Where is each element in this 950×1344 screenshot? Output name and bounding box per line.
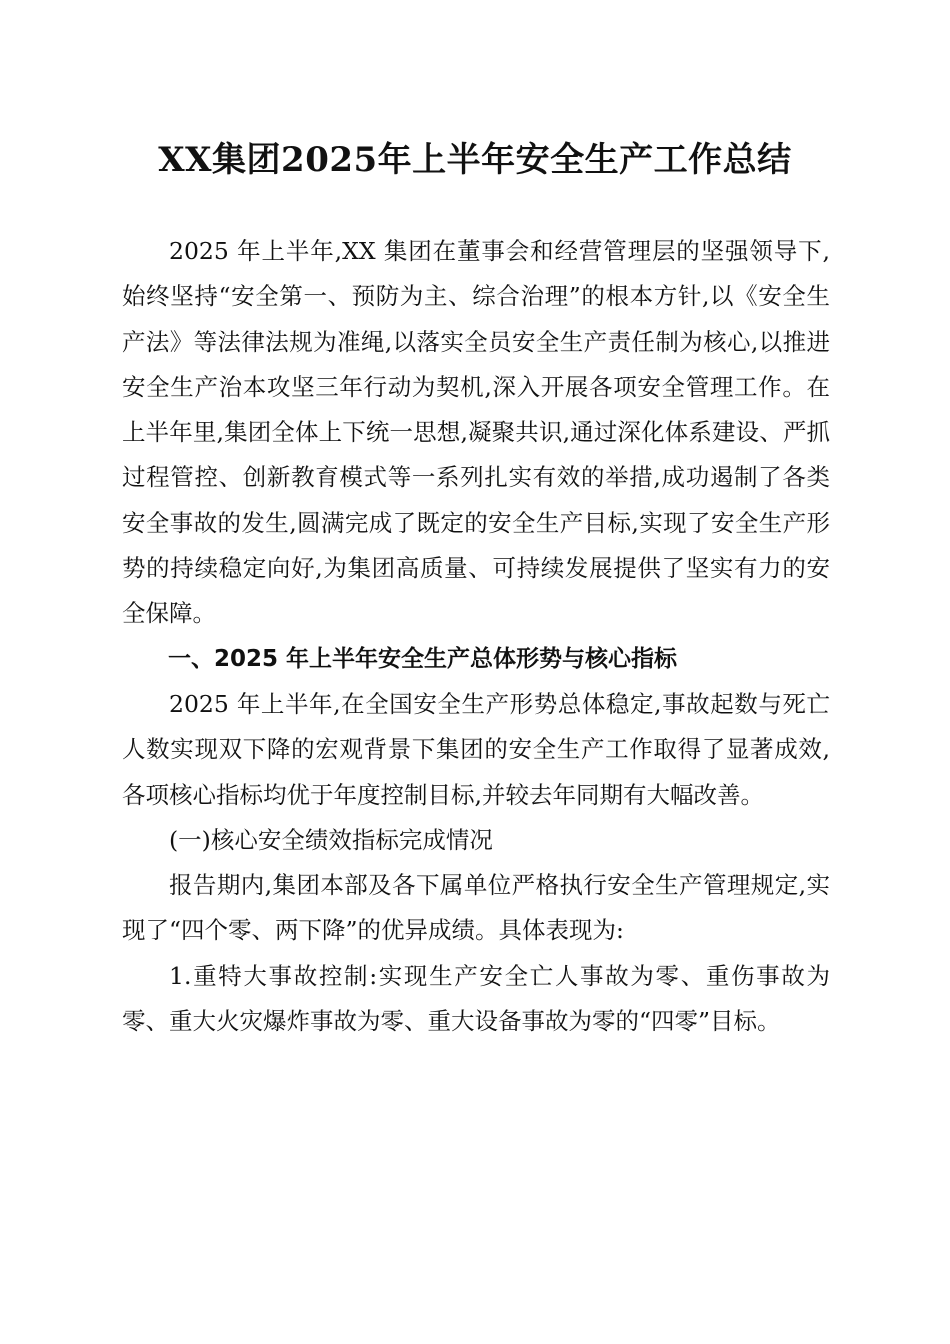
subsection-1-paragraph: 报告期内,集团本部及各下属单位严格执行安全生产管理规定,实现了“四个零、两下降”的优异成绩。具体表现为: (122, 871, 830, 945)
section-heading-1: 一、2025 年上半年安全生产总体形势与核心指标 (168, 645, 678, 672)
intro-paragraph: 2025 年上半年,XX 集团在董事会和经营管理层的坚强领导下,始终坚持“安全第一、预防为主、综合治理”的根本方针,以《安全生产法》等法律法规为准绳,以落实全员安全生产责任制为核心,以推进安全生产治本攻坚三年行动为契机,深入开展各项安全管理工作。在上半年里,集团全体上下统一思想,凝聚共识,通过深化体系建设、严抓过程管控、创新教育模式等一系列扎实有效的举措,成功遏制了各类安全事故的发生,圆满完成了既定的安全生产目标,实现了安全生产形势的持续稳定向好,为集团高质量、可持续发展提供了坚实有力的安全保障。 (122, 237, 830, 628)
document-body (122, 229, 830, 1044)
list-item-1: 1.重特大事故控制:实现生产安全亡人事故为零、重伤事故为零、重大火灾爆炸事故为零、重大设备事故为零的“四零”目标。 (122, 961, 830, 1036)
document-title: XX集团2025年上半年安全生产工作总结 (158, 140, 792, 180)
subsection-heading-1: (一)核心安全绩效指标完成情况 (169, 825, 493, 854)
section-1-paragraph: 2025 年上半年,在全国安全生产形势总体稳定,事故起数与死亡人数实现双下降的宏观背景下集团的安全生产工作取得了显著成效,各项核心指标均优于年度控制目标,并较去年同期有大幅改善。 (122, 689, 830, 809)
